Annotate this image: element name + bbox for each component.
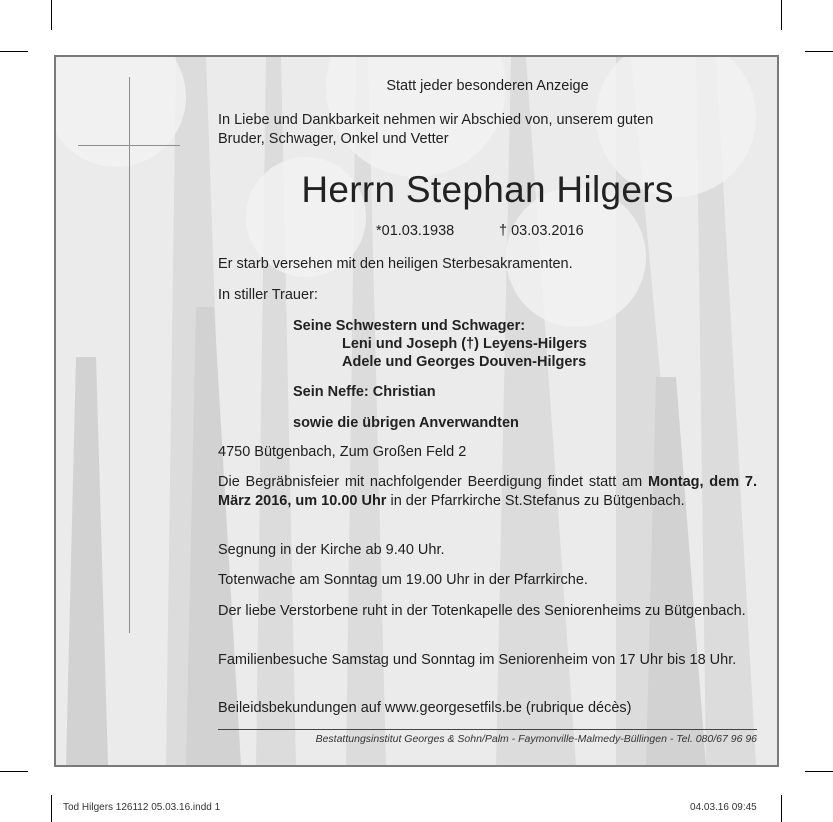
chapel-paragraph: Der liebe Verstorbene ruht in der Totenkapelle des Seniorenheims zu Bütgenbach. [218,603,746,619]
condolences-line: Beileidsbekundungen auf www.georgesetfils.be (rubrique décès) [218,700,632,716]
sibling-entry: Leni und Joseph (†) Leyens-Hilgers [342,336,587,352]
relatives-entry: sowie die übrigen Anverwandten [293,415,519,431]
mourning-line: In stiller Trauer: [218,287,318,303]
crop-mark [0,771,28,772]
obituary-card [54,55,779,767]
wake-line: Totenwache am Sonntag um 19.00 Uhr in der Pfarrkirche. [218,572,588,588]
address-line: 4750 Bütgenbach, Zum Großen Feld 2 [218,444,467,460]
footer-rule [218,729,757,730]
crop-mark [781,795,782,822]
timestamp-slug: 04.03.16 09:45 [690,802,757,813]
birth-date: *01.03.1938 [376,223,455,239]
funeral-date: Montag, dem 7. März 2016, um 10.00 Uhr [218,474,757,509]
visits-paragraph: Familienbesuche Samstag und Sonntag im Seniorenheim von 17 Uhr bis 18 Uhr. [218,652,737,668]
undertaker-line: Bestattungsinstitut Georges & Sohn/Palm - Faymonville-Malmedy-Büllingen - Tel. 080/67 96 96 [315,733,757,745]
funeral-paragraph [218,473,757,511]
intro-line: Bruder, Schwager, Onkel und Vetter [218,131,449,147]
intro-line: In Liebe und Dankbarkeit nehmen wir Abschied von, unserem guten [218,112,654,128]
cross-vertical [129,77,130,633]
crop-mark [805,771,833,772]
death-date: † 03.03.2016 [499,223,584,239]
crop-mark [781,0,782,30]
sibling-entry: Adele und Georges Douven-Hilgers [342,354,587,370]
deceased-name: Herrn Stephan Hilgers [301,169,674,210]
nephew-entry: Sein Neffe: Christian [293,384,436,400]
funeral-place: in der Pfarrkirche St.Stefanus zu Bütgenbach. [386,493,685,509]
sacraments-line: Er starb versehen mit den heiligen Sterbesakramenten. [218,256,573,272]
crop-mark [51,0,52,30]
funeral-intro: Die Begräbnisfeier mit nachfolgender Beerdigung findet statt am [218,474,643,490]
blessing-line: Segnung in der Kirche ab 9.40 Uhr. [218,542,445,558]
cross-horizontal [78,145,180,146]
crop-mark [51,795,52,822]
file-slug: Tod Hilgers 126112 05.03.16.indd 1 [63,802,221,813]
crop-mark [805,51,833,52]
crop-mark [0,51,28,52]
siblings-heading: Seine Schwestern und Schwager: [293,318,526,334]
header-line: Statt jeder besonderen Anzeige [386,78,589,94]
